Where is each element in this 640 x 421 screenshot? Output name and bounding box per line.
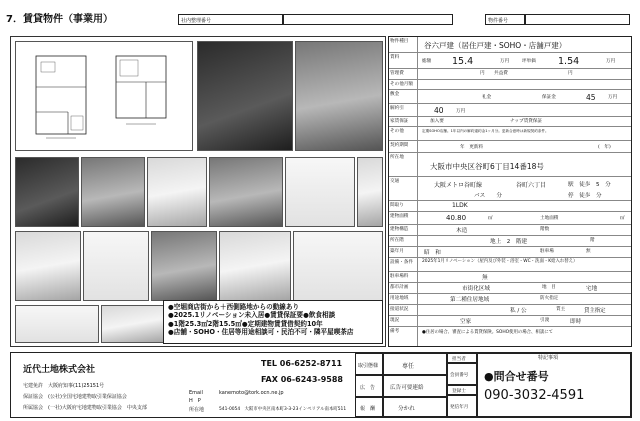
toilet-photo (101, 305, 165, 343)
floor-label: 建物面積 (389, 212, 418, 224)
traffic-stop: 停 徒歩 分 (568, 193, 602, 199)
traffic-line: 大阪メトロ谷町線 (434, 182, 483, 189)
commission-label: 報 酬 (355, 397, 383, 417)
guarantee-unit: 万円 (608, 95, 618, 100)
issue-label: 発信年月 (447, 395, 477, 417)
contact-title: ●問合せ番号 (484, 370, 549, 383)
rent-total: 15.4 (452, 56, 474, 67)
traffic-walk: 駅 徒歩 5 分 (568, 182, 611, 188)
deposit-label: 敷金 (389, 90, 418, 103)
layout-label: 間取り (389, 201, 418, 211)
feature-item: ●空堀商店街から＋西側路地からの動線あり (168, 303, 300, 311)
land-unit: ㎡ (620, 216, 625, 221)
fax-number: FAX 06-6243-9588 (261, 375, 343, 384)
key-money-label: 礼金 (482, 95, 492, 100)
insurance-value: 加入要 (430, 119, 444, 124)
misc-label: その他 (389, 127, 418, 140)
floor-count: 地上 2 階建 (490, 239, 528, 245)
feature-item: ●店舗・SOHO・住居等用途相談可・民泊不可・隣平屋喫茶店 (168, 328, 354, 337)
mgmt-unit-a: 円 (480, 71, 485, 76)
delivery-value: 即時 (570, 319, 582, 325)
contact-box (477, 353, 631, 417)
contact-phone: 090-3032-4591 (484, 388, 585, 403)
window-photo (357, 157, 383, 227)
stairs-photo (147, 157, 207, 227)
layout-value: 1LDK (452, 202, 468, 209)
guarantee-label: 保証金 (542, 95, 556, 100)
renewal-value: 40 (434, 106, 444, 115)
built-value: 昭 和 (424, 250, 441, 256)
ad-value: 広告可要連絡 (383, 375, 447, 397)
remarks-label: 備考 (389, 327, 418, 346)
floors-label: 階数 (540, 227, 550, 232)
address: 541-0054 大阪市中央区南本町3-3-23インペリアル南本町511 (219, 407, 347, 412)
rent-unit-2: 万円 (606, 59, 616, 64)
loft-photo (151, 231, 217, 301)
located-label: 所在階 (389, 236, 418, 246)
interior-photo (83, 231, 149, 301)
mgmt-company: ナップ賃貸保証 (510, 119, 543, 124)
property-no-value (525, 14, 630, 25)
manager-label: 担当者 (447, 353, 477, 363)
parking-value: 無 (586, 249, 591, 254)
room-photo (285, 157, 355, 227)
license-number: 宅建免許 大阪府知事(11)25151号 (23, 383, 105, 389)
approach-value: 私 / 公 (510, 308, 527, 314)
payee-label: 賃主 (556, 307, 566, 312)
approach-label: 接道状況 (389, 305, 418, 315)
rent-unit-price: 1.54 (558, 56, 580, 67)
sliding-door-photo (293, 231, 383, 301)
hallway-photo (209, 157, 283, 227)
structure-label: 建物構造 (389, 225, 418, 235)
period-right: ( 年) (598, 145, 611, 150)
floor-plan-drawing (16, 42, 192, 150)
parking-label: 駐車場 (540, 249, 554, 254)
current-value: 空家 (460, 319, 472, 325)
page-title: 7．賃貸物件（事業用） (6, 14, 113, 25)
landuse-value: 宅地 (586, 286, 598, 292)
period-label: 契約期間 (389, 141, 418, 152)
commission-value: 分かれ (383, 397, 447, 417)
current-label: 現況 (389, 316, 418, 326)
feature-item: ●2025.1リノベーション未入居●賃貸保証要●飲食相談 (168, 311, 336, 320)
owner-id-value (283, 14, 453, 25)
property-detail-table (388, 36, 632, 347)
reform-value: 2025年1月リノベーション（屋内及び外装・浴室・WC・洗面・K給入れ替え） (422, 259, 578, 264)
city-label: 都市計画 (389, 283, 418, 293)
ad-label: 広 告 (355, 375, 383, 397)
arcade-photo (15, 157, 79, 227)
reform-label: 設備・条件 (389, 258, 418, 271)
traffic-bus: バス 分 (474, 193, 502, 199)
other-label: その他月額 (389, 80, 418, 89)
fee-label: 取引態様 (355, 353, 383, 375)
rent-total-label: 総額 (422, 59, 432, 64)
member-association: 所属協会 (一社)大阪府宅地建物取引業協会 中央支部 (23, 405, 147, 411)
built-label: 築年月 (389, 247, 418, 257)
located-value: 階 (590, 238, 595, 243)
rent-unit-price-label: 坪単価 (522, 59, 536, 64)
period-value: 年 更新料 (460, 145, 483, 150)
traffic-label: 交通 (389, 177, 418, 200)
alley-photo (197, 41, 293, 151)
parking2-label: 駐車場料 (389, 272, 418, 282)
insurance-label: 家賃保証 (389, 117, 418, 126)
mgmt-unit-b: 円 (568, 71, 573, 76)
address-label: 所在地 (189, 407, 205, 413)
payee-value: 貸主指定 (584, 308, 606, 314)
feature-item: ●1階25.3㎡2階15.5㎡●定期建物賃貸借契約10年 (168, 319, 323, 328)
floor-value: 40.80 (446, 214, 467, 222)
shopping-street-photo (81, 157, 145, 227)
kitchen-photo (15, 305, 99, 343)
feature-list (163, 300, 383, 344)
company-name: 近代土地株式会社 (23, 365, 96, 375)
city-value: 市街化区域 (462, 286, 490, 292)
upper-room-photo (219, 231, 291, 301)
location-value: 大阪市中央区谷町6丁目14番18号 (430, 162, 544, 171)
landuse-label: 地 目 (542, 285, 556, 290)
email-label: Email (189, 390, 203, 396)
parking2-value: 無 (482, 275, 488, 281)
contact-label: 特記事項 (538, 355, 559, 361)
remarks-value: ●住居の場合、審査による賃貸保険。SOHO使用の場合、相談にて (422, 330, 553, 335)
renewal-label: 解約引 (389, 104, 418, 116)
rent-label: 賃料 (389, 53, 418, 68)
hp-label: H P (189, 398, 201, 404)
agent-footer (10, 352, 632, 418)
tel-number: TEL 06-6252-8711 (261, 359, 343, 368)
floor-unit: ㎡ (488, 216, 493, 221)
land-label: 土地面積 (540, 216, 559, 221)
guarantee-value: 45 (586, 93, 596, 102)
delivery-label: 引渡 (540, 318, 550, 323)
traffic-station: 谷町六丁目 (516, 182, 547, 189)
renewal-unit: 万円 (456, 109, 466, 114)
bath-photo (15, 231, 81, 301)
rent-unit: 万円 (500, 59, 510, 64)
type-label: 物件種目 (389, 37, 418, 52)
type-value: 谷六戸建（居住戸建・SOHO・店舗戸建） (424, 41, 567, 50)
property-no-label: 物件番号 (485, 14, 525, 25)
manager-sub: 会員番号 (447, 363, 477, 385)
mgmt-label: 管理費 (389, 69, 418, 79)
zone-value: 第二種住居地域 (450, 297, 490, 303)
zone-label: 用途地域 (389, 294, 418, 304)
structure-value: 木造 (456, 228, 468, 234)
owner-id-label: 社内整理番号 (178, 14, 283, 25)
street-photo (295, 41, 383, 151)
registrar-label: 登録士 (447, 385, 477, 395)
location-label: 所在地 (389, 153, 418, 176)
email-address: kanemoto@tork.ocn.ne.jp (219, 390, 284, 396)
fee-value: 専任 (383, 353, 447, 375)
guarantee-association: 保証協会 (公社)全国宅地建物取引業保証協会 (23, 394, 127, 400)
floor-plan (15, 41, 193, 151)
fire-label: 防火指定 (540, 296, 559, 301)
misc-value: 定期SOHO店舗。1年以内の解約違約金1ヶ月分。更新合意時は新規契約条件。 (422, 129, 549, 133)
mgmt-tax: 共益費 (494, 71, 508, 76)
